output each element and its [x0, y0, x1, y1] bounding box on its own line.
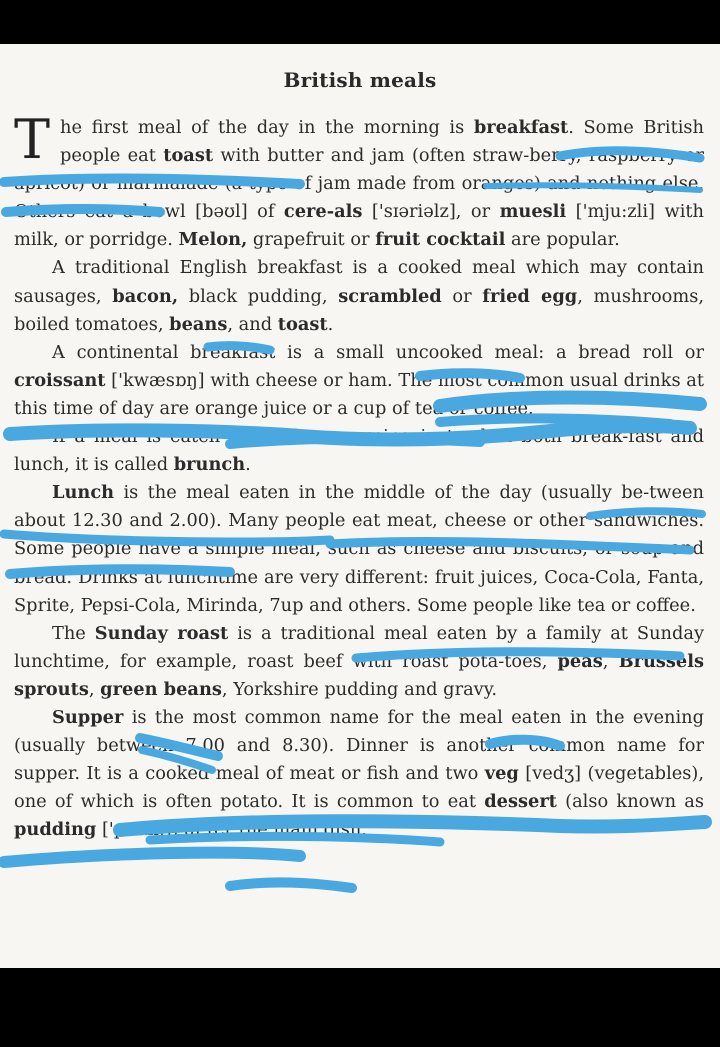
text-run: [vedʒ] (vegetables), one of which is often potato. It is common to eat — [14, 763, 704, 813]
paragraph — [14, 620, 704, 704]
text-run: ['kwæsɒŋ] with cheese or ham. The most common usual drinks at this time of day are orange juice or a cup of tea or coffee. — [14, 369, 704, 419]
scribble-mark — [4, 853, 300, 862]
text-run: is the most common name for the meal eaten in the evening (usually between 7.00 and 8.30). Dinner is another common name for supper. It is a cooked meal of meat or fish and two — [14, 706, 704, 785]
paragraph — [14, 339, 704, 423]
bold-term: peas — [557, 650, 603, 672]
bold-term: Supper — [52, 706, 124, 728]
text-run: . — [327, 313, 334, 335]
text-run: . — [245, 454, 251, 476]
text-run: he first meal of the day in the morning is — [60, 117, 474, 138]
text-run: ['pʊdɪŋ]) af-ter the main dish. — [96, 819, 367, 841]
bold-term: fried egg — [482, 285, 578, 307]
article-body — [14, 108, 705, 844]
text-run: or — [441, 285, 483, 307]
text-run: A continental breakfast is a small uncooked meal: a bread roll or — [52, 341, 704, 363]
text-run: , Yorkshire pudding and gravy. — [221, 678, 498, 700]
text-run: , mushrooms, boiled tomatoes, — [14, 285, 704, 335]
bold-term: dessert — [484, 791, 557, 813]
bold-term: breakfast — [473, 117, 569, 138]
paragraph — [14, 108, 704, 254]
drop-cap: T — [14, 108, 51, 171]
text-run: ['mju:zli] with milk, or porridge. — [14, 201, 704, 251]
bold-term: toast — [163, 145, 214, 167]
paragraph — [14, 479, 704, 619]
bold-term: Lunch — [52, 482, 115, 504]
paragraph — [14, 254, 704, 338]
bold-term: bacon, — [112, 285, 179, 307]
bold-term: Melon, — [178, 229, 248, 251]
text-run: , — [88, 678, 101, 700]
bold-term: scrambled — [338, 285, 442, 307]
bold-term: muesli — [499, 201, 567, 223]
text-run: grapefruit or — [247, 229, 376, 251]
text-run: , — [602, 650, 619, 672]
text-run: . Some British people eat — [60, 117, 704, 167]
paragraph — [14, 704, 704, 844]
page-title: British meals — [283, 68, 437, 92]
bold-term: Sunday roast — [94, 622, 229, 644]
paragraph — [14, 423, 704, 479]
text-run: is a traditional meal eaten by a family at Sunday lunchtime, for example, roast beef with roast pota-toes, — [14, 622, 705, 672]
top-black-bar — [0, 0, 720, 44]
bold-term: green beans — [100, 678, 222, 700]
bold-term: pudding — [14, 819, 97, 841]
bold-term: beans — [169, 313, 228, 335]
text-run: with butter and jam (often straw-berry, raspberry or apricot) or marmalade (a type of jam made from oranges) and nothing else. Others eat a bowl [bəʊl] of — [14, 145, 704, 223]
bold-term: cere-als — [283, 201, 363, 223]
text-run: black pudding, — [178, 285, 339, 307]
document-page — [0, 44, 720, 968]
text-run: A traditional English breakfast is a cooked meal which may contain sausages, — [14, 257, 704, 307]
bold-term: fruit cocktail — [375, 229, 506, 251]
text-run: , and — [227, 313, 278, 335]
bottom-black-bar — [0, 968, 720, 1047]
bold-term: croissant — [14, 369, 106, 391]
bold-term: veg — [484, 763, 519, 785]
text-run: If a meal is eaten in the late morning instead of both break-fast and lunch, it is called — [14, 426, 704, 476]
bold-term: Brussels sprouts — [14, 650, 704, 700]
text-run: The — [52, 622, 95, 644]
text-run: ['sɪəriəlz], or — [362, 201, 500, 223]
bold-term: brunch — [173, 454, 246, 476]
text-run: (also known as — [556, 791, 705, 813]
text-run: are popular. — [505, 229, 620, 251]
scribble-mark — [230, 882, 352, 888]
text-run: is the meal eaten in the middle of the day (usually be-tween about 12.30 and 2.00). Many people eat meat, cheese or other sandwiches. Some people have a simple meal, such as cheese and biscuits, or soup and bread. Drinks at lunchtime are very different: fruit juices, Coca-Cola, Fanta, Sprite, Pepsi-Cola, Mirinda, 7up and others. Some people like tea or coffee. — [14, 482, 704, 616]
bold-term: toast — [277, 313, 328, 335]
